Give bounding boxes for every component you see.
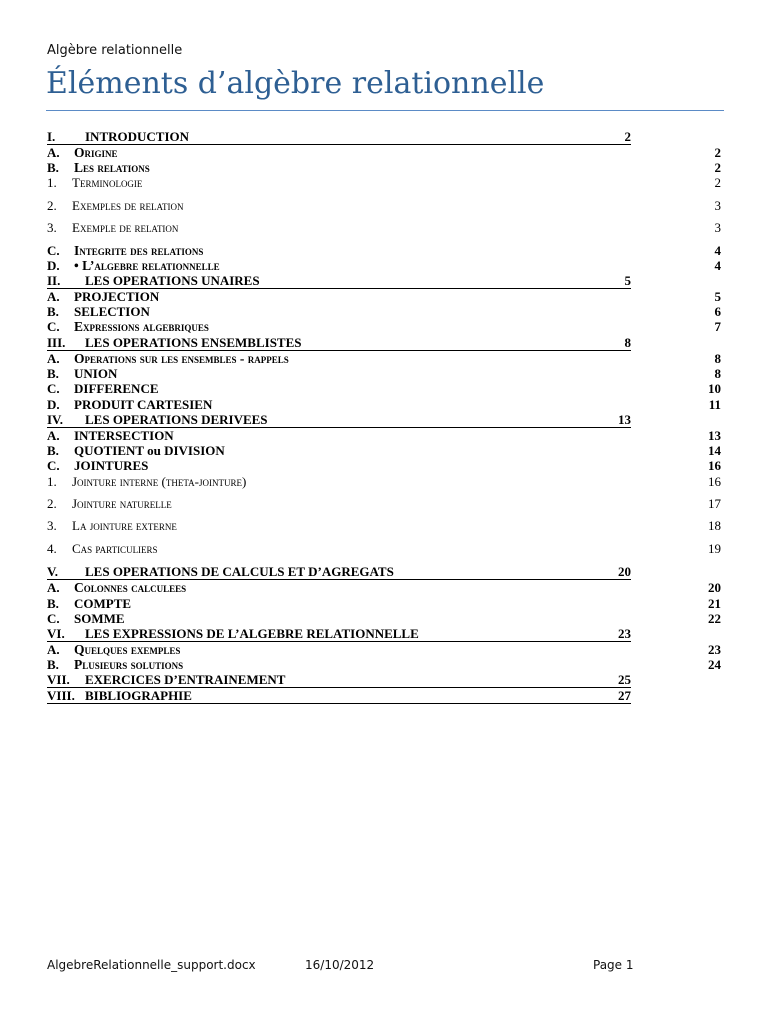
toc-entry-projection[interactable] [47,289,721,304]
toc-text: Jointure naturelle [72,496,172,511]
toc-text: LES OPERATIONS UNAIRES [85,273,260,288]
toc-text: Quelques exemples [74,642,181,657]
toc-label: I. [47,129,56,144]
running-header: Algèbre relationnelle [47,43,183,58]
toc-entry-jointure-externe[interactable] [47,518,721,533]
toc-entry-bibliographie[interactable] [47,688,631,704]
toc-page: 18 [708,518,721,533]
toc-entry-union[interactable] [47,366,721,381]
toc-label: A. [47,428,60,443]
toc-text: INTRODUCTION [85,129,190,144]
page-title: Éléments d’algèbre relationnelle [46,66,545,101]
toc-page: 10 [708,381,721,396]
toc-entry-quotient-division[interactable] [47,443,721,458]
toc-label: D. [47,397,60,412]
toc-entry-operations-unaires[interactable] [47,273,631,289]
toc-text: LES EXPRESSIONS DE L’ALGEBRE RELATIONNELLE [85,626,419,641]
toc-label: 3. [47,518,57,533]
toc-label: B. [47,596,59,611]
toc-page: 27 [618,688,631,703]
toc-label: C. [47,243,60,258]
toc-text: UNION [74,366,118,381]
toc-page: 24 [708,657,721,672]
toc-entry-operations-ensemblistes[interactable] [47,335,631,351]
toc-entry-calculs-agregats[interactable] [47,564,631,580]
toc-entry-difference[interactable] [47,381,721,396]
toc-entry-quelques-exemples[interactable] [47,642,721,657]
toc-text: PROJECTION [74,289,160,304]
toc-entry-introduction[interactable] [47,129,631,145]
toc-entry-jointure-interne[interactable] [47,474,721,489]
toc-text: COMPTE [74,596,132,611]
toc-entry-exemples-de-relation[interactable] [47,198,721,213]
toc-page: 14 [708,443,721,458]
toc-label: A. [47,351,60,366]
toc-page: 5 [624,273,631,288]
toc-label: 2. [47,198,57,213]
toc-text: DIFFERENCE [74,381,159,396]
toc-label: 3. [47,220,57,235]
toc-text: Plusieurs solutions [74,657,184,672]
toc-page: 11 [708,397,721,412]
toc-entry-jointure-naturelle[interactable] [47,496,721,511]
toc-page: 23 [618,626,631,641]
toc-entry-integrite[interactable] [47,243,721,258]
toc-text: Exemples de relation [72,198,184,213]
toc-page: 3 [714,220,721,235]
toc-text: Integrite des relations [74,243,204,258]
toc-label: 1. [47,175,57,190]
toc-text: LES OPERATIONS DERIVEES [85,412,268,427]
footer-filename: AlgebreRelationnelle_support.docx [47,958,256,972]
toc-entry-operations-ensembles-rappels[interactable] [47,351,721,366]
toc-label: 1. [47,474,57,489]
toc-label: III. [47,335,66,350]
toc-entry-colonnes-calculees[interactable] [47,580,721,595]
toc-entry-selection[interactable] [47,304,721,319]
toc-page: 8 [624,335,631,350]
toc-text: BIBLIOGRAPHIE [85,688,192,703]
toc-page: 13 [618,412,631,427]
toc-page: 21 [708,596,721,611]
toc-label: 2. [47,496,57,511]
toc-text: Expressions algebriques [74,319,209,334]
toc-text: Les relations [74,160,150,175]
toc-label: C. [47,458,60,473]
toc-text: INTERSECTION [74,428,174,443]
toc-text: PRODUIT CARTESIEN [74,397,213,412]
toc-page: 22 [708,611,721,626]
toc-text: Jointure interne (theta-jointure) [72,474,247,489]
toc-text: Exemple de relation [72,220,179,235]
toc-label: VI. [47,626,65,641]
toc-text: Terminologie [72,175,143,190]
toc-text: LES OPERATIONS DE CALCULS ET D’AGREGATS [85,564,394,579]
toc-entry-cas-particuliers[interactable] [47,541,721,556]
toc-entry-exemple-de-relation[interactable] [47,220,721,235]
toc-text: Cas particuliers [72,541,158,556]
toc-page: 19 [708,541,721,556]
toc-text: Origine [74,145,118,160]
toc-text: LES OPERATIONS ENSEMBLISTES [85,335,302,350]
toc-page: 2 [714,145,721,160]
toc-entry-operations-derivees[interactable] [47,412,631,428]
toc-label: VIII. [47,688,75,703]
toc-label: B. [47,366,59,381]
toc-entry-les-relations[interactable] [47,160,721,175]
toc-page: 3 [714,198,721,213]
toc-entry-jointures[interactable] [47,458,721,473]
toc-entry-algebre-relationnelle[interactable] [47,258,721,273]
toc-label: D. [47,258,60,273]
toc-text: SOMME [74,611,125,626]
toc-page: 13 [708,428,721,443]
toc-label: C. [47,381,60,396]
toc-label: V. [47,564,58,579]
toc-entry-produit-cartesien[interactable] [47,397,721,412]
toc-page: 20 [708,580,721,595]
toc-page: 8 [714,351,721,366]
toc-page: 2 [624,129,631,144]
toc-label: II. [47,273,61,288]
toc-text: SELECTION [74,304,150,319]
toc-entry-terminologie[interactable] [47,175,721,190]
toc-page: 6 [714,304,721,319]
toc-page: 23 [708,642,721,657]
toc-entry-exercices[interactable] [47,672,631,688]
toc-label: B. [47,657,59,672]
toc-label: C. [47,319,60,334]
toc-page: 16 [708,474,721,489]
toc-text: Operations sur les ensembles - rappels [74,351,289,366]
toc-label: B. [47,443,59,458]
toc-label: 4. [47,541,57,556]
toc-label: A. [47,642,60,657]
toc-page: 17 [708,496,721,511]
toc-label: A. [47,145,60,160]
toc-page: 7 [714,319,721,334]
toc-entry-expressions-algebriques[interactable] [47,319,721,334]
toc-page: 20 [618,564,631,579]
toc-entry-origine[interactable] [47,145,721,160]
toc-text: Colonnes calculees [74,580,187,595]
toc-label: VII. [47,672,70,687]
toc-text: • L’algebre relationnelle [74,258,220,273]
toc-page: 4 [714,258,721,273]
toc-label: A. [47,289,60,304]
footer-date: 16/10/2012 [305,958,375,972]
toc-label: A. [47,580,60,595]
toc-entry-expressions[interactable] [47,626,631,642]
toc-label: B. [47,160,59,175]
toc-page: 8 [714,366,721,381]
toc-page: 2 [714,175,721,190]
toc-page: 4 [714,243,721,258]
toc-entry-plusieurs-solutions[interactable] [47,657,721,672]
toc-page: 25 [618,672,631,687]
toc-page: 16 [708,458,721,473]
footer-page-number: Page 1 [593,958,634,972]
toc-label: IV. [47,412,64,427]
toc-text: JOINTURES [74,458,149,473]
toc-page: 5 [714,289,721,304]
toc-text: QUOTIENT ou DIVISION [74,443,225,458]
toc-text: La jointure externe [72,518,177,533]
toc-entry-intersection[interactable] [47,428,721,443]
toc-page: 2 [714,160,721,175]
toc-entry-compte[interactable] [47,596,721,611]
toc-label: B. [47,304,59,319]
toc-text: EXERCICES D’ENTRAINEMENT [85,672,286,687]
toc-label: C. [47,611,60,626]
toc-entry-somme[interactable] [47,611,721,626]
